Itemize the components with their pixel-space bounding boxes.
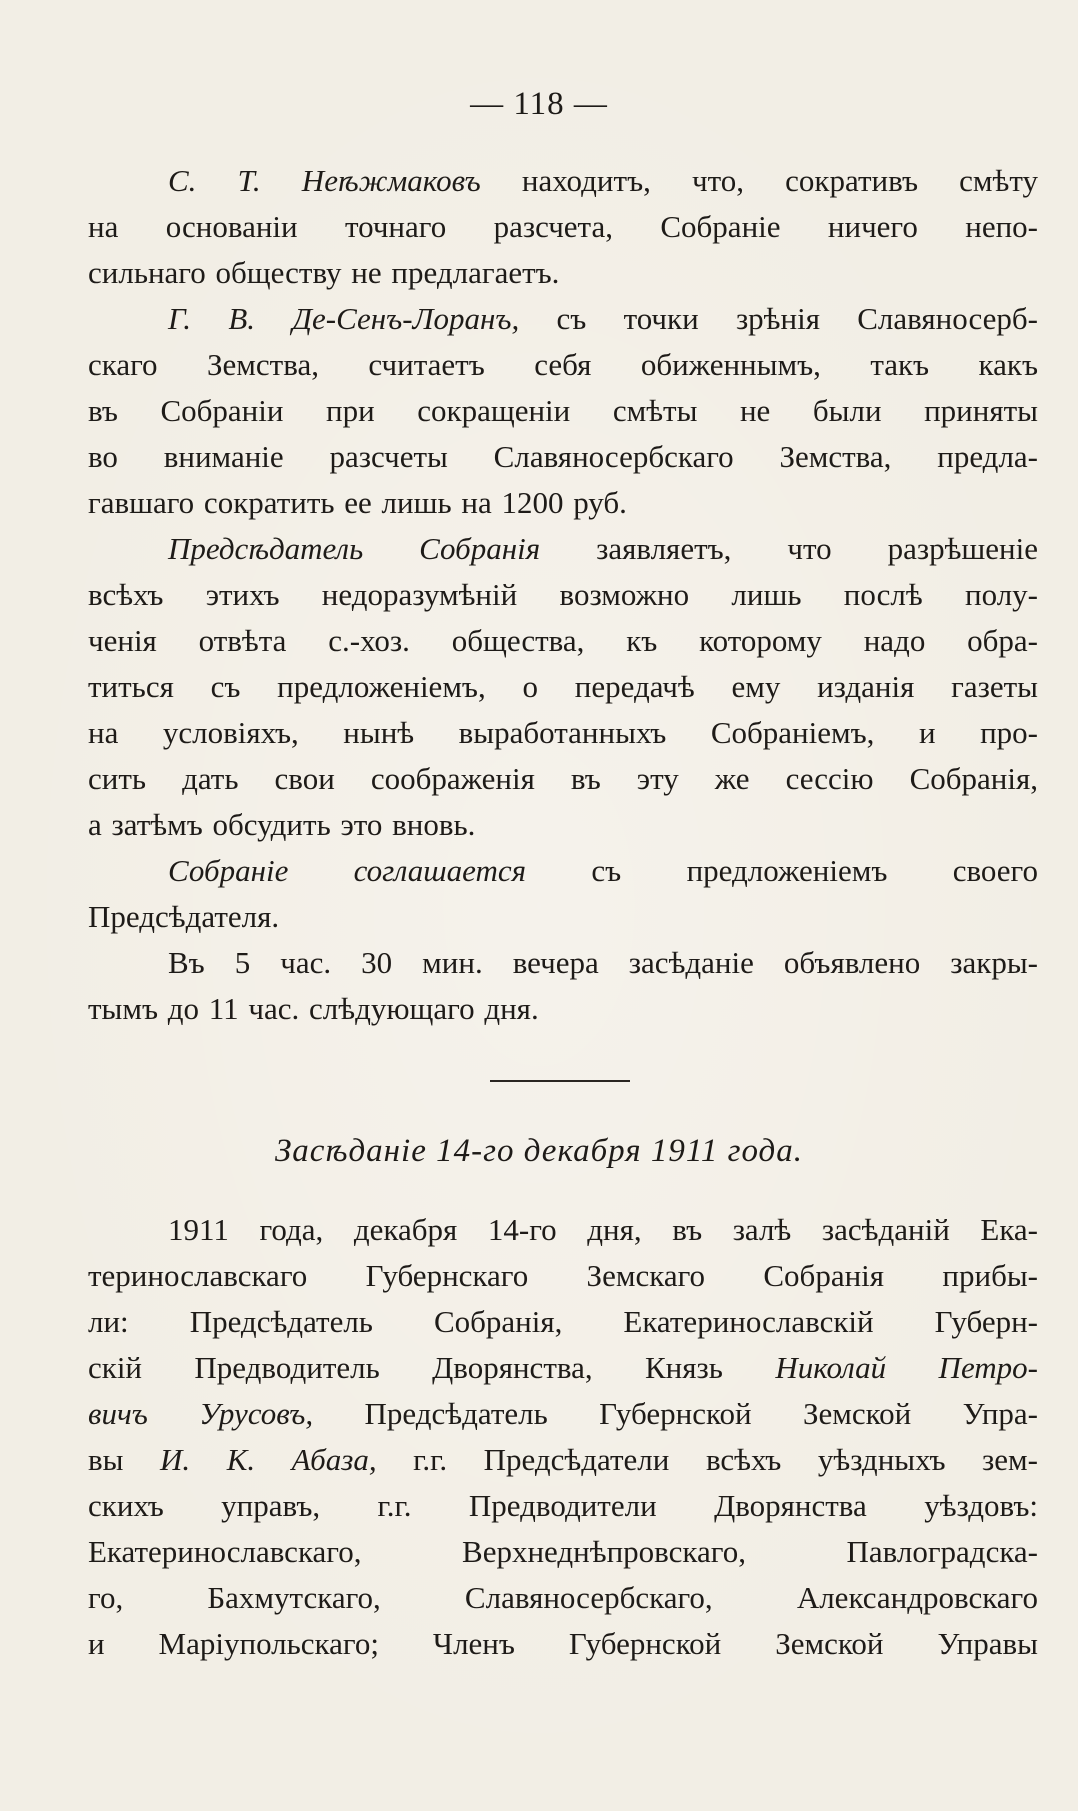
text-run: г.г. Предсѣдатели всѣхъ уѣздныхъ зем-	[376, 1442, 1038, 1477]
text-line	[88, 526, 1038, 572]
text-run: Предсѣдателя.	[88, 899, 280, 934]
text-run: гавшаго сократить ее лишь на 1200 руб.	[88, 485, 627, 520]
paragraph	[88, 848, 1038, 940]
text-run: го, Бахмутскаго, Славяносербскаго, Александровскаго	[88, 1580, 1038, 1615]
text-line	[88, 296, 1038, 342]
text-line	[88, 756, 1038, 802]
text-line	[88, 986, 1038, 1032]
text-run: Въ 5 час. 30 мин. вечера засѣданіе объявлено закры-	[168, 945, 1038, 980]
text-line	[88, 618, 1038, 664]
text-run: Предсѣдатель Губернской Земской Упра-	[313, 1396, 1038, 1431]
text-line	[88, 342, 1038, 388]
text-block-top	[88, 158, 1038, 1032]
text-line	[88, 710, 1038, 756]
text-line	[88, 1253, 1038, 1299]
text-line	[88, 572, 1038, 618]
text-line	[88, 1575, 1038, 1621]
text-run: ли: Предсѣдатель Собранія, Екатеринославскій Губерн-	[88, 1304, 1038, 1339]
text-run: скихъ управъ, г.г. Предводители Дворянства уѣздовъ:	[88, 1488, 1038, 1523]
text-line	[88, 894, 1038, 940]
text-run: и Маріупольскаго; Членъ Губернской Земской Управы	[88, 1626, 1038, 1661]
text-run: сить дать свои соображенія въ эту же сессію Собранія,	[88, 761, 1038, 796]
text-run: Екатеринославскаго, Верхнеднѣпровскаго, Павлоградска-	[88, 1534, 1038, 1569]
text-run: съ точки зрѣнія Славяносерб-	[519, 301, 1038, 336]
text-line	[88, 1207, 1038, 1253]
paragraph	[88, 296, 1038, 526]
text-line	[88, 1437, 1038, 1483]
paragraph	[88, 940, 1038, 1032]
italic-text: Николай Петро-	[775, 1350, 1039, 1385]
session-title: Засѣданіе 14-го декабря 1911 года.	[274, 1133, 804, 1169]
paragraph	[88, 1207, 1038, 1667]
italic-text: Собраніе соглашается	[168, 853, 527, 888]
text-run: во вниманіе разсчеты Славяносербскаго Земства, предла-	[88, 439, 1038, 474]
page-number: — 118 —	[470, 86, 608, 122]
text-run: находитъ, что, сокративъ смѣту	[480, 163, 1038, 198]
text-run: ченія отвѣта с.-хоз. общества, къ которому надо обра-	[88, 623, 1038, 658]
text-run: на условіяхъ, нынѣ выработанныхъ Собраніемъ, и про-	[88, 715, 1038, 750]
text-line	[88, 802, 1038, 848]
text-line	[88, 1345, 1038, 1391]
text-run: 1911 года, декабря 14-го дня, въ залѣ засѣданій Ека-	[168, 1212, 1038, 1247]
text-line	[88, 434, 1038, 480]
text-line	[88, 848, 1038, 894]
text-line	[88, 1299, 1038, 1345]
text-line	[88, 388, 1038, 434]
text-run: въ Собраніи при сокращеніи смѣты не были приняты	[88, 393, 1038, 428]
italic-text: Г. В. Де-Сенъ-Лоранъ,	[168, 301, 520, 336]
text-run: заявляетъ, что разрѣшеніе	[540, 531, 1038, 566]
italic-text: Предсѣдатель Собранія	[168, 531, 541, 566]
text-line	[88, 250, 1038, 296]
text-run: титься съ предложеніемъ, о передачѣ ему изданія газеты	[88, 669, 1038, 704]
paragraph	[88, 526, 1038, 848]
text-run: тымъ до 11 час. слѣдующаго дня.	[88, 991, 539, 1026]
text-run: всѣхъ этихъ недоразумѣній возможно лишь послѣ полу-	[88, 577, 1038, 612]
text-run: скаго Земства, считаетъ себя обиженнымъ, такъ какъ	[88, 347, 1038, 382]
text-line	[88, 664, 1038, 710]
text-line	[88, 1621, 1038, 1667]
italic-text: С. Т. Неѣжмаковъ	[168, 163, 481, 198]
text-block-bottom	[88, 1207, 1038, 1667]
text-line	[88, 158, 1038, 204]
text-line	[88, 480, 1038, 526]
text-line	[88, 1483, 1038, 1529]
text-run: сильнаго обществу не предлагаетъ.	[88, 255, 560, 290]
text-run: теринославскаго Губернскаго Земскаго Собранія прибы-	[88, 1258, 1038, 1293]
text-line	[88, 1529, 1038, 1575]
text-line	[88, 1391, 1038, 1437]
text-run: съ предложеніемъ своего	[526, 853, 1038, 888]
text-line	[88, 940, 1038, 986]
text-run: на основаніи точнаго разсчета, Собраніе ничего непо-	[88, 209, 1038, 244]
paragraph	[88, 158, 1038, 296]
italic-text: вичъ Урусовъ,	[88, 1396, 314, 1431]
text-run: вы	[88, 1442, 161, 1477]
section-divider	[490, 1080, 630, 1082]
italic-text: И. К. Абаза,	[160, 1442, 377, 1477]
text-run: скій Предводитель Дворянства, Князь	[88, 1350, 776, 1385]
text-line	[88, 204, 1038, 250]
text-run: а затѣмъ обсудить это вновь.	[88, 807, 476, 842]
